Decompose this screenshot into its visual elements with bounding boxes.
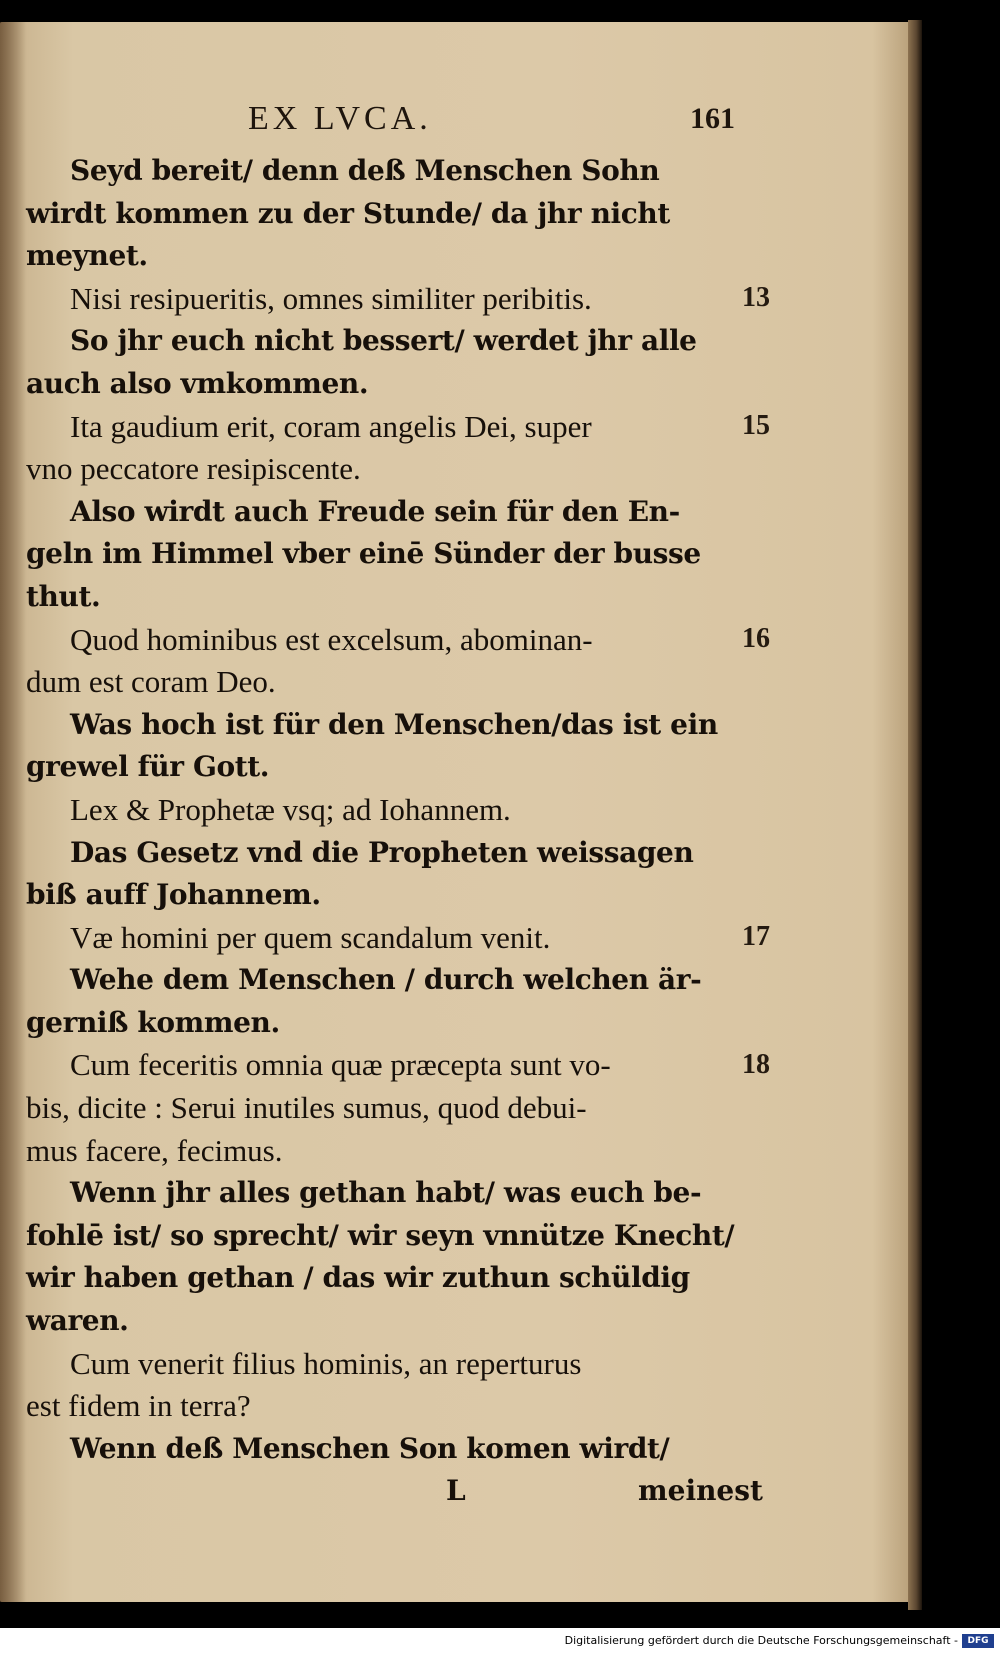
german-line: Wehe dem Menschen / durch welchen är- [70,963,702,997]
german-line: Das Gesetz vnd die Propheten weissagen [70,835,694,869]
page-header [0,100,918,150]
german-line: Seyd bereit/ denn deß Menschen Sohn [70,154,660,187]
latin-line: est fidem in terra? [26,1388,251,1424]
footer-bar [0,1628,1000,1656]
running-title: EX LVCA. [248,100,432,137]
latin-line: Quod hominibus est excelsum, abominan- [70,621,593,657]
funding-credit: Digitalisierung gefördert durch die Deutsche Forschungsgemeinschaft - [564,1634,958,1647]
latin-line: Lex & Prophetæ vsq; ad Iohannem. [70,791,511,827]
page-number: 161 [690,102,735,135]
latin-line: bis, dicite : Serui inutiles sumus, quod debui- [26,1090,587,1126]
german-line: geln im Himmel vber einē Sünder der busse [26,537,701,571]
german-line: wirdt kommen zu der Stunde/ da jhr nicht [26,196,670,230]
latin-line: dum est coram Deo. [26,664,276,700]
verse-number: 15 [742,409,770,441]
german-line: auch also vmkommen. [26,366,369,400]
page-fore-edge [908,20,922,1610]
german-line: thut. [26,579,101,613]
german-line: Wenn deß Menschen Son komen wirdt/ [70,1431,670,1465]
german-line: biß auff Johannem. [26,878,321,912]
catchword: meinest [638,1474,763,1508]
catch-line [26,1470,763,1513]
german-line: waren. [26,1304,129,1338]
german-line: fohlē ist/ so sprecht/ wir seyn vnnütze Knecht/ [26,1218,735,1252]
latin-line: vno peccatore resipiscente. [26,451,361,487]
signature-mark: L [446,1474,466,1508]
dfg-logo[interactable]: DFG [962,1634,994,1648]
verse-number: 13 [742,281,770,313]
german-line: Was hoch ist für den Menschen/das ist ein [70,707,718,741]
latin-line: Ita gaudium erit, coram angelis Dei, super [70,408,592,444]
german-line: Also wirdt auch Freude sein für den En- [70,494,680,528]
german-line: gerniß kommen. [26,1005,280,1039]
gutter-shadow [0,22,26,1602]
german-line: grewel für Gott. [26,750,270,784]
latin-line: Cum feceritis omnia quæ præcepta sunt vo- [70,1047,611,1083]
german-line: meynet. [26,239,148,273]
verse-number: 18 [742,1048,770,1080]
latin-line: mus facere, fecimus. [26,1132,283,1168]
latin-line: Nisi resipueritis, omnes similiter peribitis. [70,280,592,316]
german-line: So jhr euch nicht bessert/ werdet jhr alle [70,324,697,358]
german-line: Wenn jhr alles gethan habt/ was euch be- [70,1176,702,1210]
verse-number: 16 [742,622,770,654]
latin-line: Cum venerit filius hominis, an reperturus [70,1345,582,1381]
verse-number: 17 [742,920,770,952]
latin-line: Væ homini per quem scandalum venit. [70,919,551,955]
german-line: wir haben gethan / das wir zuthun schüldig [26,1261,690,1295]
